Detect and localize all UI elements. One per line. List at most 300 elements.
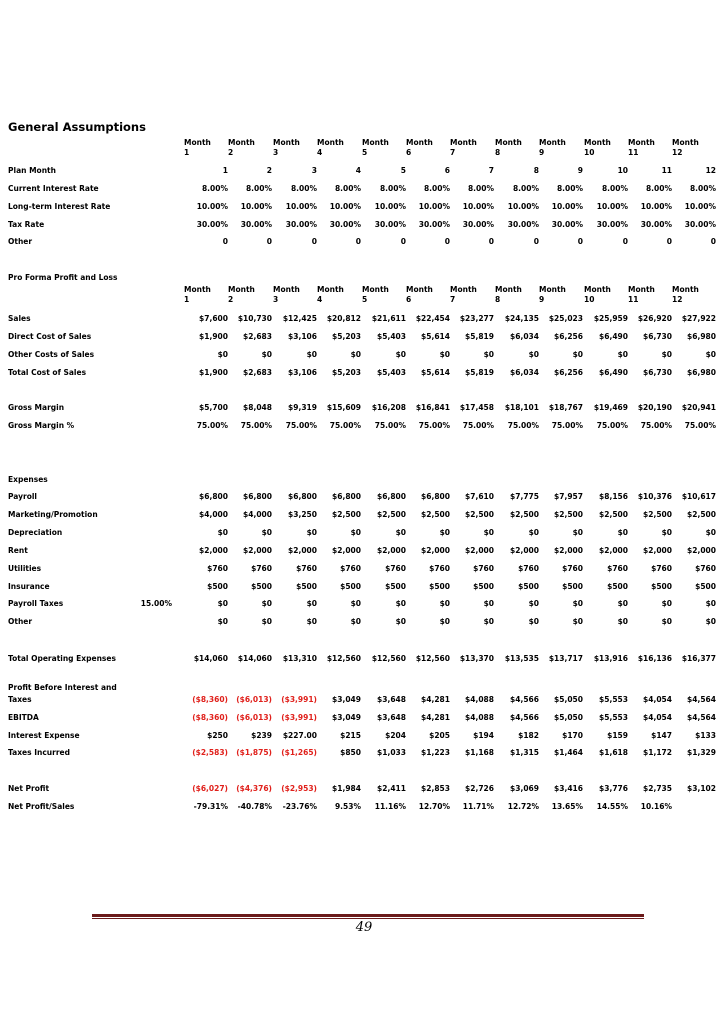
table-cell: $0 xyxy=(572,350,583,359)
table-row xyxy=(8,731,720,745)
table-cell: $0 xyxy=(439,528,450,537)
row-label: Insurance xyxy=(8,582,50,591)
table-cell: $15,609 xyxy=(326,403,361,412)
table-cell: $6,800 xyxy=(377,492,406,501)
table-cell: 10.00% xyxy=(507,202,539,211)
table-row xyxy=(8,202,720,216)
table-cell: $12,560 xyxy=(371,654,406,663)
table-cell: $500 xyxy=(651,582,672,591)
table-cell: $13,310 xyxy=(282,654,317,663)
table-cell: $5,700 xyxy=(199,403,228,412)
row-label: Payroll Taxes xyxy=(8,599,64,608)
row-label: Current Interest Rate xyxy=(8,184,99,193)
table-cell: 10.00% xyxy=(551,202,583,211)
table-cell: 10.00% xyxy=(684,202,716,211)
table-row xyxy=(8,784,720,798)
table-row xyxy=(8,166,720,180)
table-cell: $2,500 xyxy=(510,510,539,519)
table-cell: $10,376 xyxy=(637,492,672,501)
table-cell: 8.00% xyxy=(201,184,228,193)
table-cell: $2,500 xyxy=(687,510,716,519)
table-cell: $0 xyxy=(350,528,361,537)
table-cell: 9 xyxy=(577,166,583,175)
table-cell: $500 xyxy=(385,582,406,591)
table-cell: 30.00% xyxy=(196,220,228,229)
month-header-3: Month 3 xyxy=(273,138,300,157)
table-cell: $10,617 xyxy=(681,492,716,501)
table-cell: $227.00 xyxy=(282,731,317,740)
table-cell: $21,611 xyxy=(371,314,406,323)
row-label: Other xyxy=(8,617,33,626)
table-cell: $500 xyxy=(340,582,361,591)
table-cell: ($3,991) xyxy=(281,695,317,704)
month-header-6: Month 6 xyxy=(406,285,433,304)
table-cell: 1 xyxy=(222,166,228,175)
table-cell: $1,900 xyxy=(199,368,228,377)
table-cell: $0 xyxy=(617,617,628,626)
table-cell: $0 xyxy=(439,350,450,359)
table-cell: $0 xyxy=(528,599,539,608)
table-cell: $2,000 xyxy=(421,546,450,555)
table-row xyxy=(8,403,720,417)
table-cell: $0 xyxy=(439,617,450,626)
table-cell: $0 xyxy=(306,599,317,608)
table-cell: $3,250 xyxy=(288,510,317,519)
table-cell: $7,957 xyxy=(554,492,583,501)
table-cell: $2,500 xyxy=(332,510,361,519)
table-cell: $2,000 xyxy=(510,546,539,555)
row-label: Rent xyxy=(8,546,28,555)
table-cell: $25,959 xyxy=(593,314,628,323)
table-row xyxy=(8,695,720,709)
table-cell: $22,454 xyxy=(415,314,450,323)
month-header-10: Month 10 xyxy=(584,285,611,304)
table-cell: $0 xyxy=(528,350,539,359)
table-cell: 8.00% xyxy=(689,184,716,193)
table-cell: $760 xyxy=(473,564,494,573)
table-row xyxy=(8,314,720,328)
table-cell: 8.00% xyxy=(379,184,406,193)
table-cell: $1,464 xyxy=(554,748,583,757)
table-cell: $2,000 xyxy=(377,546,406,555)
table-cell: $6,730 xyxy=(643,368,672,377)
table-cell: $13,717 xyxy=(548,654,583,663)
table-cell: $2,000 xyxy=(465,546,494,555)
table-cell: 30.00% xyxy=(374,220,406,229)
table-cell: $6,980 xyxy=(687,332,716,341)
table-cell: $2,000 xyxy=(332,546,361,555)
table-cell: $0 xyxy=(395,528,406,537)
table-cell: 10.00% xyxy=(329,202,361,211)
table-cell: $4,566 xyxy=(510,695,539,704)
table-cell: $2,500 xyxy=(554,510,583,519)
table-cell: $3,106 xyxy=(288,368,317,377)
table-cell: $0 xyxy=(661,528,672,537)
table-cell: 75.00% xyxy=(551,421,583,430)
table-row xyxy=(8,802,720,816)
table-cell: $760 xyxy=(251,564,272,573)
table-cell: $6,256 xyxy=(554,332,583,341)
table-cell: ($6,013) xyxy=(236,695,272,704)
table-cell: $24,135 xyxy=(504,314,539,323)
table-cell: 3 xyxy=(311,166,317,175)
table-row xyxy=(8,528,720,542)
month-header-4: Month 4 xyxy=(317,138,344,157)
table-cell: $2,000 xyxy=(599,546,628,555)
month-header-5: Month 5 xyxy=(362,138,389,157)
table-cell: $4,054 xyxy=(643,713,672,722)
table-cell: 10.00% xyxy=(285,202,317,211)
table-cell: $760 xyxy=(562,564,583,573)
table-cell: 10.00% xyxy=(418,202,450,211)
table-cell: $500 xyxy=(429,582,450,591)
table-cell: 0 xyxy=(577,237,583,246)
table-cell: $147 xyxy=(651,731,672,740)
table-cell: $26,920 xyxy=(637,314,672,323)
row-label: Gross Margin xyxy=(8,403,65,412)
table-cell: $9,319 xyxy=(288,403,317,412)
table-cell: 7 xyxy=(488,166,494,175)
table-cell: 30.00% xyxy=(596,220,628,229)
table-cell: $0 xyxy=(661,350,672,359)
table-cell: $5,050 xyxy=(554,695,583,704)
table-row xyxy=(8,350,720,364)
table-cell: $0 xyxy=(528,617,539,626)
row-label: Payroll xyxy=(8,492,38,501)
table-cell: $5,203 xyxy=(332,368,361,377)
table-cell: $2,000 xyxy=(288,546,317,555)
table-cell: $5,819 xyxy=(465,368,494,377)
table-cell: $2,000 xyxy=(199,546,228,555)
table-cell: 8.00% xyxy=(245,184,272,193)
table-row xyxy=(8,617,720,631)
table-cell: $0 xyxy=(572,617,583,626)
table-cell: $2,500 xyxy=(643,510,672,519)
table-cell: $1,984 xyxy=(332,784,361,793)
table-cell: $2,500 xyxy=(599,510,628,519)
table-cell: $0 xyxy=(217,617,228,626)
table-cell: $13,535 xyxy=(504,654,539,663)
table-cell: 30.00% xyxy=(684,220,716,229)
table-cell: $5,403 xyxy=(377,368,406,377)
table-cell: $6,800 xyxy=(243,492,272,501)
table-cell: $760 xyxy=(385,564,406,573)
table-cell: 11.71% xyxy=(462,802,494,811)
table-cell: $3,106 xyxy=(288,332,317,341)
table-cell: 75.00% xyxy=(285,421,317,430)
table-cell: $1,223 xyxy=(421,748,450,757)
proforma-title: Pro Forma Profit and Loss xyxy=(8,273,118,282)
table-cell: $5,614 xyxy=(421,332,450,341)
table-cell: 30.00% xyxy=(462,220,494,229)
table-cell: $4,566 xyxy=(510,713,539,722)
table-cell: $4,281 xyxy=(421,695,450,704)
table-row xyxy=(8,220,720,234)
table-cell: $1,033 xyxy=(377,748,406,757)
table-cell: $0 xyxy=(395,599,406,608)
table-cell: $0 xyxy=(617,350,628,359)
table-cell: $239 xyxy=(251,731,272,740)
table-cell: 11.16% xyxy=(374,802,406,811)
table-cell: 0 xyxy=(444,237,450,246)
table-cell: $500 xyxy=(695,582,716,591)
row-label: Interest Expense xyxy=(8,731,80,740)
table-cell: 8.00% xyxy=(601,184,628,193)
table-cell: 0 xyxy=(222,237,228,246)
table-cell: $2,000 xyxy=(687,546,716,555)
table-cell: $27,922 xyxy=(681,314,716,323)
table-cell: $760 xyxy=(207,564,228,573)
table-cell: $7,775 xyxy=(510,492,539,501)
row-label: Depreciation xyxy=(8,528,63,537)
table-cell: ($1,265) xyxy=(281,748,317,757)
table-cell: 0 xyxy=(666,237,672,246)
table-cell: $18,101 xyxy=(504,403,539,412)
table-cell: $0 xyxy=(661,617,672,626)
table-row xyxy=(8,184,720,198)
table-cell: $6,800 xyxy=(421,492,450,501)
table-cell: 0 xyxy=(533,237,539,246)
table-cell: $4,564 xyxy=(687,713,716,722)
table-cell: -40.78% xyxy=(237,802,272,811)
table-cell: ($8,360) xyxy=(192,695,228,704)
table-cell: $0 xyxy=(705,350,716,359)
table-cell: 8.00% xyxy=(467,184,494,193)
row-label: Other Costs of Sales xyxy=(8,350,95,359)
table-cell: $16,377 xyxy=(681,654,716,663)
row-rate: 15.00% xyxy=(140,599,172,608)
table-cell: $0 xyxy=(261,599,272,608)
month-header-10: Month 10 xyxy=(584,138,611,157)
table-cell: 0 xyxy=(622,237,628,246)
table-cell: 0 xyxy=(311,237,317,246)
table-cell: 11 xyxy=(661,166,672,175)
row-label: Net Profit/Sales xyxy=(8,802,75,811)
table-cell: $760 xyxy=(518,564,539,573)
table-cell: $204 xyxy=(385,731,406,740)
table-row xyxy=(8,368,720,382)
table-cell: $0 xyxy=(528,528,539,537)
row-label: Other xyxy=(8,237,33,246)
table-row xyxy=(8,748,720,762)
table-cell: $1,315 xyxy=(510,748,539,757)
table-cell: $2,853 xyxy=(421,784,450,793)
table-row xyxy=(8,421,720,435)
table-cell: 6 xyxy=(444,166,450,175)
table-cell: 8.00% xyxy=(334,184,361,193)
table-cell: 2 xyxy=(266,166,272,175)
table-cell: $0 xyxy=(350,350,361,359)
profit-before-interest-label: Profit Before Interest and xyxy=(8,683,117,692)
table-cell: $0 xyxy=(261,350,272,359)
table-cell: $7,610 xyxy=(465,492,494,501)
table-cell: 75.00% xyxy=(684,421,716,430)
table-cell: $5,553 xyxy=(599,695,628,704)
table-cell: $19,469 xyxy=(593,403,628,412)
table-cell: 75.00% xyxy=(507,421,539,430)
table-cell: $1,172 xyxy=(643,748,672,757)
row-label: EBITDA xyxy=(8,713,39,722)
row-label: Taxes xyxy=(8,695,32,704)
table-cell: 30.00% xyxy=(640,220,672,229)
table-row xyxy=(8,546,720,560)
month-header-1: Month 1 xyxy=(184,285,211,304)
month-header-11: Month 11 xyxy=(628,138,655,157)
table-cell: 8.00% xyxy=(290,184,317,193)
month-header-12: Month 12 xyxy=(672,138,699,157)
month-header-8: Month 8 xyxy=(495,138,522,157)
table-cell: 12.72% xyxy=(507,802,539,811)
table-cell: 14.55% xyxy=(596,802,628,811)
table-cell: $0 xyxy=(483,350,494,359)
table-cell: $7,600 xyxy=(199,314,228,323)
table-cell: $4,088 xyxy=(465,695,494,704)
month-header-4: Month 4 xyxy=(317,285,344,304)
table-cell: $5,553 xyxy=(599,713,628,722)
expenses-title: Expenses xyxy=(8,475,48,484)
table-cell: $500 xyxy=(207,582,228,591)
table-cell: 75.00% xyxy=(329,421,361,430)
table-cell: $3,069 xyxy=(510,784,539,793)
table-cell: 75.00% xyxy=(462,421,494,430)
page-number: 49 xyxy=(355,920,373,935)
table-cell: 8.00% xyxy=(645,184,672,193)
table-cell: 75.00% xyxy=(374,421,406,430)
table-cell: $2,000 xyxy=(554,546,583,555)
table-cell: 10.00% xyxy=(462,202,494,211)
table-cell: $6,256 xyxy=(554,368,583,377)
row-label: Utilities xyxy=(8,564,42,573)
table-cell: 75.00% xyxy=(418,421,450,430)
table-cell: $17,458 xyxy=(459,403,494,412)
table-cell: $2,500 xyxy=(377,510,406,519)
table-cell: $6,800 xyxy=(332,492,361,501)
month-header-3: Month 3 xyxy=(273,285,300,304)
table-cell: $0 xyxy=(306,528,317,537)
table-cell: $0 xyxy=(661,599,672,608)
table-cell: 30.00% xyxy=(418,220,450,229)
table-cell: $8,048 xyxy=(243,403,272,412)
table-cell: 10 xyxy=(617,166,628,175)
table-cell: $2,000 xyxy=(243,546,272,555)
table-cell: $13,916 xyxy=(593,654,628,663)
table-cell: $14,060 xyxy=(237,654,272,663)
table-cell: $3,648 xyxy=(377,695,406,704)
table-cell: $6,800 xyxy=(288,492,317,501)
month-header-12: Month 12 xyxy=(672,285,699,304)
table-cell: $0 xyxy=(483,528,494,537)
table-cell: 30.00% xyxy=(285,220,317,229)
table-cell: $2,683 xyxy=(243,332,272,341)
table-cell: $0 xyxy=(217,350,228,359)
table-cell: $3,049 xyxy=(332,713,361,722)
table-cell: ($4,376) xyxy=(236,784,272,793)
table-row xyxy=(8,510,720,524)
table-cell: 10.00% xyxy=(596,202,628,211)
table-cell: $4,281 xyxy=(421,713,450,722)
table-cell: $0 xyxy=(483,617,494,626)
table-cell: 10.00% xyxy=(240,202,272,211)
table-cell: $5,614 xyxy=(421,368,450,377)
table-cell: $14,060 xyxy=(193,654,228,663)
table-cell: $0 xyxy=(261,528,272,537)
table-cell: 0 xyxy=(266,237,272,246)
table-cell: $2,683 xyxy=(243,368,272,377)
footer-rule xyxy=(92,914,644,919)
row-label: Taxes Incurred xyxy=(8,748,70,757)
table-cell: $6,034 xyxy=(510,368,539,377)
table-cell: $2,735 xyxy=(643,784,672,793)
table-row xyxy=(8,713,720,727)
table-cell: $4,564 xyxy=(687,695,716,704)
table-cell: $6,980 xyxy=(687,368,716,377)
table-cell: 10.16% xyxy=(640,802,672,811)
table-cell: ($6,027) xyxy=(192,784,228,793)
table-cell: 13.65% xyxy=(551,802,583,811)
table-cell: 12.70% xyxy=(418,802,450,811)
table-cell: $0 xyxy=(350,599,361,608)
table-cell: $3,049 xyxy=(332,695,361,704)
table-cell: 9.53% xyxy=(334,802,361,811)
month-header-5: Month 5 xyxy=(362,285,389,304)
table-cell: $6,490 xyxy=(599,368,628,377)
table-row xyxy=(8,564,720,578)
month-header-7: Month 7 xyxy=(450,285,477,304)
table-cell: $4,000 xyxy=(199,510,228,519)
table-cell: 75.00% xyxy=(596,421,628,430)
table-cell: $0 xyxy=(306,617,317,626)
table-cell: $0 xyxy=(705,528,716,537)
table-cell: 8 xyxy=(533,166,539,175)
table-cell: 0 xyxy=(355,237,361,246)
row-label: Plan Month xyxy=(8,166,56,175)
table-cell: $4,088 xyxy=(465,713,494,722)
table-row xyxy=(8,654,720,668)
table-cell: 12 xyxy=(705,166,716,175)
month-header-2: Month 2 xyxy=(228,285,255,304)
month-header-8: Month 8 xyxy=(495,285,522,304)
table-cell: $25,023 xyxy=(548,314,583,323)
table-cell: $20,812 xyxy=(326,314,361,323)
table-cell: $760 xyxy=(429,564,450,573)
table-row xyxy=(8,332,720,346)
table-row xyxy=(8,582,720,596)
table-cell: $0 xyxy=(483,599,494,608)
table-cell: ($1,875) xyxy=(236,748,272,757)
table-cell: $4,000 xyxy=(243,510,272,519)
table-cell: ($8,360) xyxy=(192,713,228,722)
row-label: Tax Rate xyxy=(8,220,45,229)
table-cell: $6,034 xyxy=(510,332,539,341)
table-cell: $0 xyxy=(572,599,583,608)
table-cell: $0 xyxy=(350,617,361,626)
table-cell: $215 xyxy=(340,731,361,740)
row-label: Long-term Interest Rate xyxy=(8,202,111,211)
table-cell: $159 xyxy=(607,731,628,740)
table-cell: $16,208 xyxy=(371,403,406,412)
table-cell: $12,425 xyxy=(282,314,317,323)
table-cell: 30.00% xyxy=(507,220,539,229)
table-cell: $3,416 xyxy=(554,784,583,793)
table-cell: ($2,953) xyxy=(281,784,317,793)
table-cell: $500 xyxy=(296,582,317,591)
table-cell: 8.00% xyxy=(512,184,539,193)
table-cell: $1,329 xyxy=(687,748,716,757)
general-assumptions-title: General Assumptions xyxy=(8,120,146,134)
table-cell: $850 xyxy=(340,748,361,757)
table-cell: $500 xyxy=(473,582,494,591)
table-cell: 10.00% xyxy=(196,202,228,211)
